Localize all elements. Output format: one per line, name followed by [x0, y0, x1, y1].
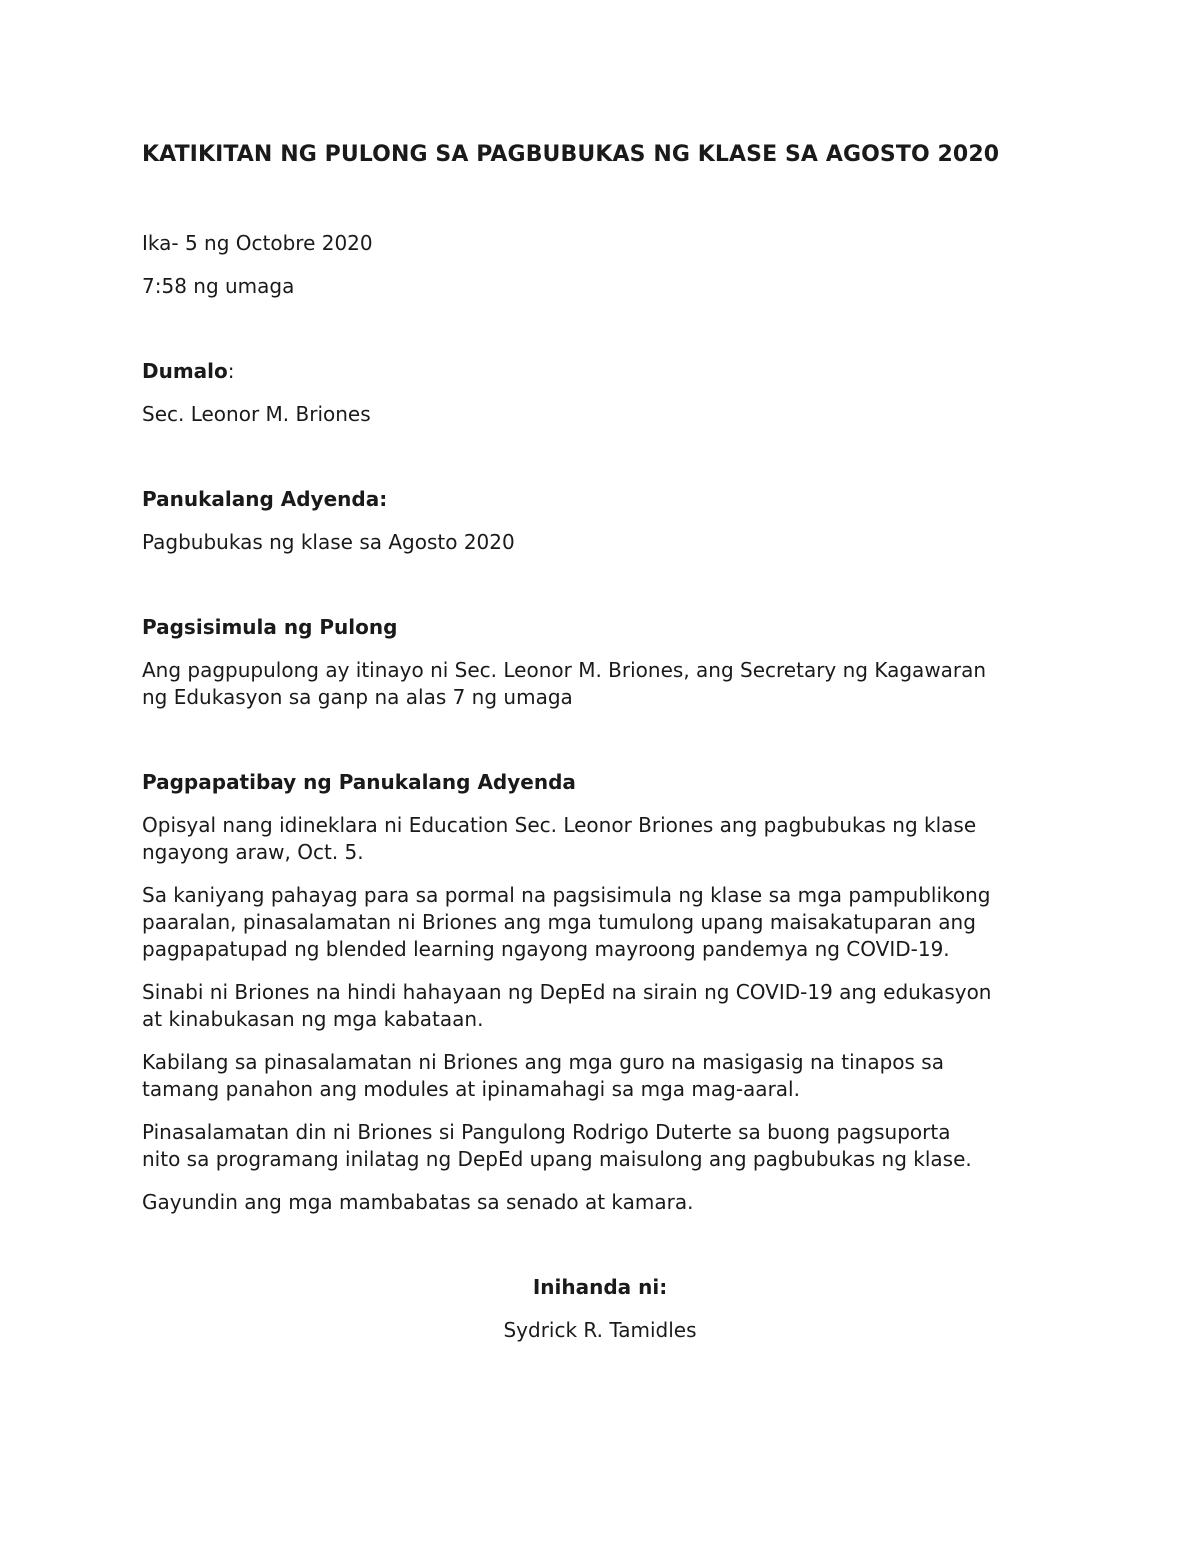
adoption-paragraph-line: Kabilang sa pinasalamatan ni Briones ang mga guro na masigasig na tinapos sa [142, 1050, 944, 1074]
adoption-heading: Pagpapatibay ng Panukalang Adyenda [142, 770, 576, 794]
adoption-paragraph-line: Sa kaniyang pahayag para sa pormal na pagsisimula ng klase sa mga pampublikong [142, 883, 991, 907]
attendees-heading-text: Dumalo [142, 359, 228, 383]
prepared-by-label: Inihanda ni: [532, 1275, 668, 1299]
adoption-paragraph-line: Opisyal nang idineklara ni Education Sec. Leonor Briones ang pagbubukas ng klase [142, 813, 977, 837]
adoption-paragraph-line: nito sa programang inilatag ng DepEd upang maisulong ang pagbubukas ng klase. [142, 1147, 972, 1171]
meeting-time: 7:58 ng umaga [142, 274, 295, 298]
adoption-paragraph-line: pagpapatupad ng blended learning ngayong mayroong pandemya ng COVID-19. [142, 937, 950, 961]
meeting-date: Ika- 5 ng Octobre 2020 [142, 231, 373, 255]
call-to-order-line: Ang pagpupulong ay itinayo ni Sec. Leonor M. Briones, ang Secretary ng Kagawaran [142, 658, 987, 682]
agenda-heading: Panukalang Adyenda: [142, 487, 388, 511]
adoption-paragraph-line: Sinabi ni Briones na hindi hahayaan ng DepEd na sirain ng COVID-19 ang edukasyon [142, 980, 992, 1004]
adoption-paragraph-line: ngayong araw, Oct. 5. [142, 840, 364, 864]
call-to-order-heading: Pagsisimula ng Pulong [142, 615, 398, 639]
attendees-heading-colon: : [227, 359, 235, 383]
adoption-paragraph-line: tamang panahon ang modules at ipinamahagi sa mga mag-aaral. [142, 1077, 800, 1101]
document-title: KATIKITAN NG PULONG SA PAGBUBUKAS NG KLASE SA AGOSTO 2020 [142, 142, 1000, 167]
adoption-paragraph-line: at kinabukasan ng mga kabataan. [142, 1007, 484, 1031]
call-to-order-line: ng Edukasyon sa ganp na alas 7 ng umaga [142, 685, 573, 709]
prepared-by-name: Sydrick R. Tamidles [503, 1318, 697, 1342]
attendee-name: Sec. Leonor M. Briones [142, 402, 371, 426]
adoption-paragraph-line: Gayundin ang mga mambabatas sa senado at kamara. [142, 1190, 694, 1214]
adoption-paragraph-line: Pinasalamatan din ni Briones si Pangulong Rodrigo Duterte sa buong pagsuporta [142, 1120, 951, 1144]
attendees-heading [142, 358, 235, 385]
agenda-item: Pagbubukas ng klase sa Agosto 2020 [142, 530, 515, 554]
adoption-paragraph-line: paaralan, pinasalamatan ni Briones ang mga tumulong upang maisakatuparan ang [142, 910, 976, 934]
